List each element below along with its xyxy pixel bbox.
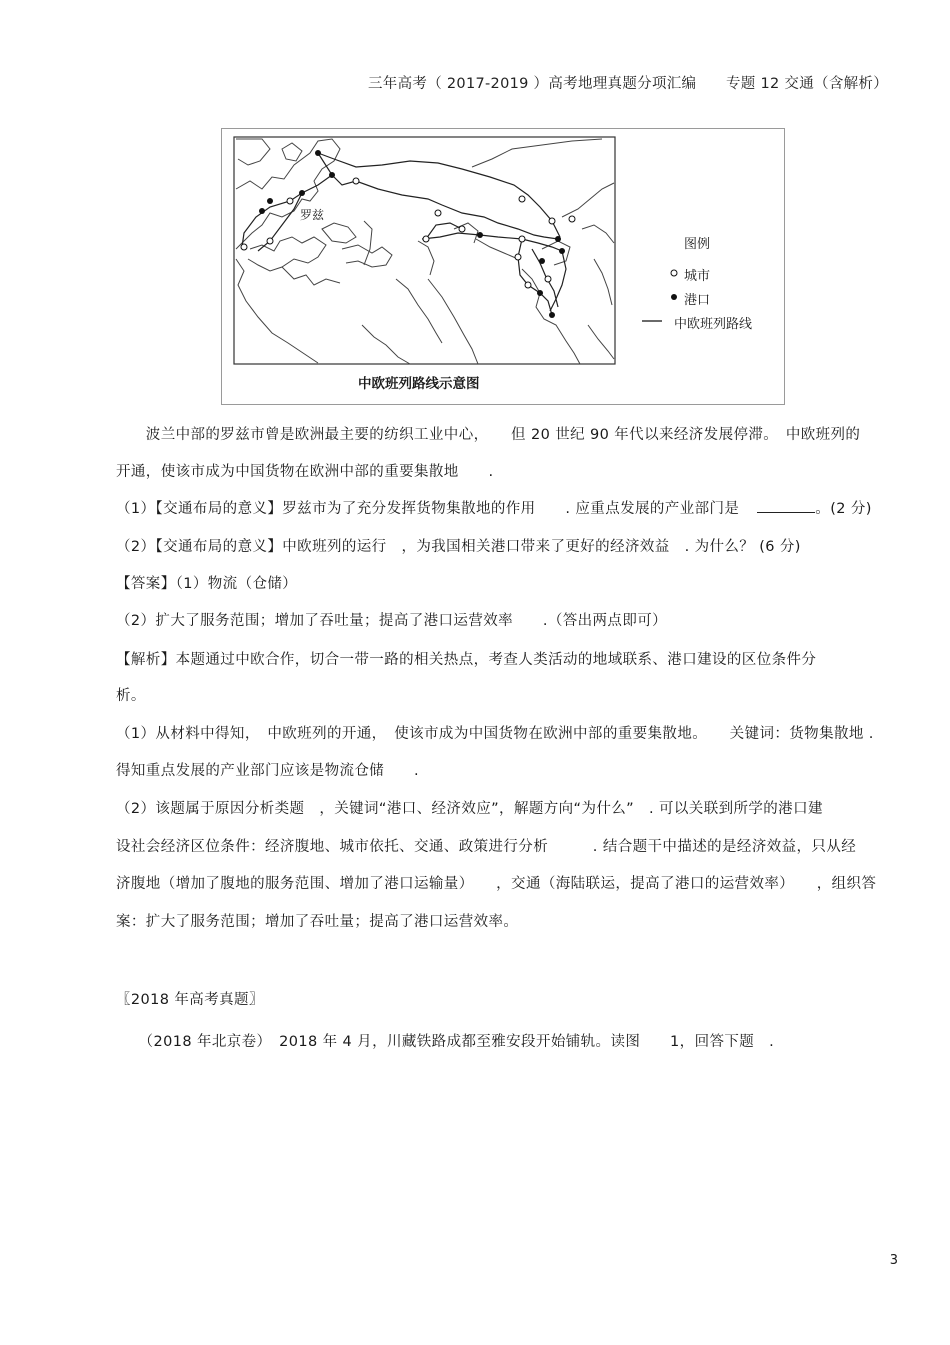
legend-port-label: 港口 [684,293,711,308]
question-2: （2）【交通布局的意义】中欧班列的运行 ，为我国相关港口带来了更好的经济效益 . 为什么？ (6 分) [116,539,801,555]
question-1 [116,499,872,519]
answer-2: （2）扩大了服务范围；增加了吞吐量；提高了港口运营效率 .（答出两点即可） [116,613,668,629]
question-1-text: （1）【交通布局的意义】罗兹市为了充分发挥货物集散地的作用 . 应重点发展的产业部门是 [116,501,740,517]
analysis-line7: 济腹地（增加了腹地的服务范围、增加了港口运输量） ，交通（海陆联运，提高了港口的运营效率） ，组织答 [116,876,877,892]
page-number: 3 [889,1253,898,1268]
legend-city-icon [671,270,677,276]
analysis-line2: 析。 [116,688,146,704]
figure-caption: 中欧班列路线示意图 [358,376,480,392]
analysis-line4: 得知重点发展的产业部门应该是物流仓储 . [116,763,420,779]
answer-1: 【答案】（1）物流（仓储） [116,576,298,592]
paragraph1-line1: 波兰中部的罗兹市曾是欧洲最主要的纺织工业中心， 但 20 世纪 90 年代以来经济发展停滞。 中欧班列的 [116,427,861,443]
page-header: 三年高考（ 2017-2019 ）高考地理真题分项汇编 专题 12 交通（含解析） [368,76,889,92]
question-1-suffix: 。(2 分) [815,501,872,517]
paragraph1-line2: 开通，使该市成为中国货物在欧洲中部的重要集散地 . [116,464,494,480]
legend-city-label: 城市 [684,269,711,284]
legend-title: 图例 [684,237,711,252]
analysis-line5: （2）该题属于原因分析类题 ，关键词“港口、经济效应”，解题方向“为什么” . 可以关联到所学的港口建 [116,801,823,817]
legend-route-label: 中欧班列路线 [674,317,753,332]
analysis-line1: 【解析】本题通过中欧合作，切合一带一路的相关热点，考查人类活动的地域联系、港口建设的区位条件分 [116,652,817,668]
map-figure [221,128,785,405]
analysis-line6: 设社会经济区位条件：经济腹地、城市依托、交通、政策进行分析 . 结合题干中描述的是经济效益，只从经 [116,839,857,855]
analysis-line8: 案：扩大了服务范围；增加了吞吐量；提高了港口运营效率。 [116,914,519,930]
answer-blank [757,500,815,513]
analysis-line3: （1）从材料中得知， 中欧班列的开通， 使该市成为中国货物在欧洲中部的重要集散地。 关键词：货物集散地 . [116,726,874,742]
section-2018-heading: 〖2018 年高考真题〗 [116,992,264,1008]
question-2018-intro: （2018 年北京卷） 2018 年 4 月，川藏铁路成都至雅安段开始铺轨。读图 1，回答下题 . [116,1034,775,1050]
lodz-label: 罗兹 [300,208,325,222]
map-frame [234,137,615,364]
legend-port-icon [671,294,677,300]
